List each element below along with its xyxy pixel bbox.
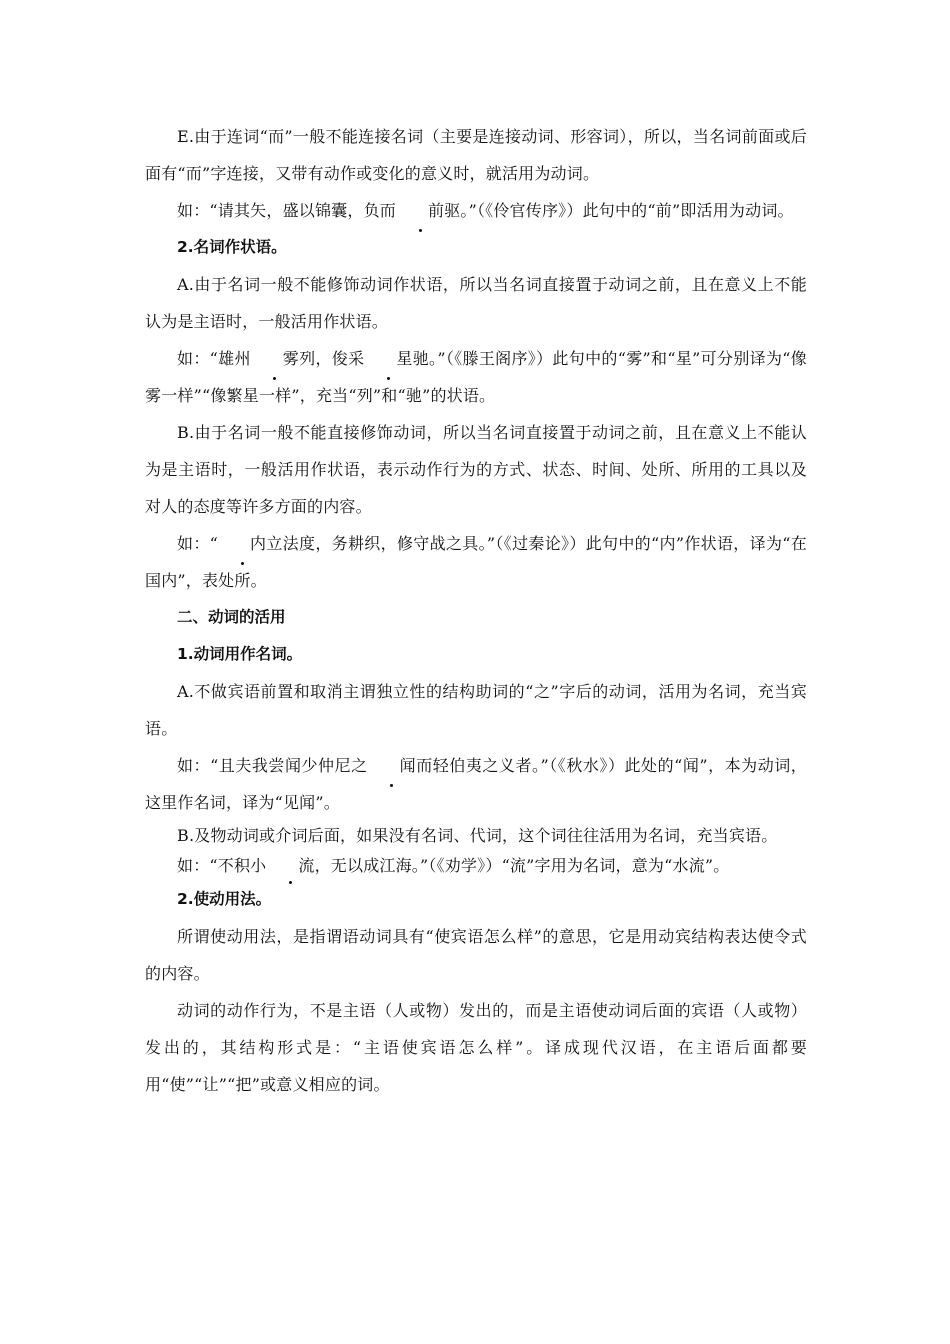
rule-e-paragraph: E.由于连词“而”一般不能连接名词（主要是连接动词、形容词），所以，当名词前面或后面有“而”字连接，又带有动作或变化的意义时，就活用为动词。 [145, 127, 807, 183]
heading-causative: 2.使动用法。 [177, 890, 272, 908]
causative-definition: 所谓使动用法，是指谓语动词具有“使宾语怎么样”的意思，它是用动宾结构表达使令式的内容。 [145, 927, 807, 983]
example-e-paragraph [145, 192, 807, 229]
rule-vb-paragraph: B.及物动词或介词后面，如果没有名词、代词，这个词往往活用为名词，充当宾语。 [177, 826, 778, 845]
example-text: 驰。”（《滕王阁序》）此句中的“雾”和“星”可分别译为“像雾一样”“像繁星一样”，充当“列”和“驰”的状语。 [145, 349, 807, 405]
causative-structure: 动词的动作行为，不是主语（人或物）发出的，而是主语使动词后面的宾语（人或物）发出的，其结构形式是：“主语使宾语怎么样”。译成现代汉语，在主语后面都要用“使”“让”“把”或意义相应的词。 [145, 1001, 807, 1094]
rule-a-paragraph: A.由于名词一般不能修饰动词作状语，所以当名词直接置于动词之前，且在意义上不能认为是主语时，一般活用作状语。 [145, 275, 807, 331]
example-text: 立法度，务耕织，修守战之具。”（《过秦论》）此句中的“内”作状语，译为“在国内”，表处所。 [145, 534, 807, 590]
example-text: ，无以成江海。”（《劝学》）“流”字用为名词，意为“水流”。 [314, 856, 730, 875]
example-vb-paragraph [145, 851, 807, 881]
emphasis-mark: 内 [218, 525, 266, 562]
example-text: 如：“且夫我尝闻少仲尼之 [177, 756, 368, 775]
example-text: 驱。”（《伶官传序》）此句中的“前”即活用为动词。 [444, 201, 794, 220]
emphasis-mark: 前 [396, 192, 444, 229]
emphasis-mark: 星 [364, 340, 412, 377]
emphasis-mark: 流 [266, 851, 314, 881]
example-b-paragraph [145, 525, 807, 599]
example-a-paragraph [145, 340, 807, 414]
rule-b-paragraph: B.由于名词一般不能直接修饰动词，所以当名词直接置于动词之前，且在意义上不能认为是主语时，一般活用作状语，表示动作行为的方式、状态、时间、处所、所用的工具以及对人的态度等许多方面的内容。 [145, 423, 807, 516]
heading-verb-as-noun: 1.动词用作名词。 [177, 645, 303, 663]
example-text: 如：“请其矢，盛以锦囊，负而 [177, 201, 396, 220]
emphasis-mark: 闻 [368, 747, 416, 784]
example-text: 如：“ [177, 534, 219, 553]
emphasis-mark: 雾 [251, 340, 299, 377]
heading-verb-section: 二、动词的活用 [177, 608, 286, 626]
example-va-paragraph [145, 747, 807, 821]
rule-va-paragraph: A.不做宾语前置和取消主谓独立性的结构助词的“之”字后的动词，活用为名词，充当宾语。 [145, 682, 807, 738]
example-text: 而轻伯夷之义者。”（《秋水》）此处的“闻”，本为动词，这里作名词，译为“见闻”。 [145, 756, 807, 812]
example-text: 如：“不积小 [177, 856, 267, 875]
example-text: 列，俊采 [299, 349, 365, 368]
document-page [145, 118, 807, 1103]
example-text: 如：“雄州 [177, 349, 251, 368]
heading-noun-adverbial: 2.名词作状语。 [177, 238, 287, 256]
